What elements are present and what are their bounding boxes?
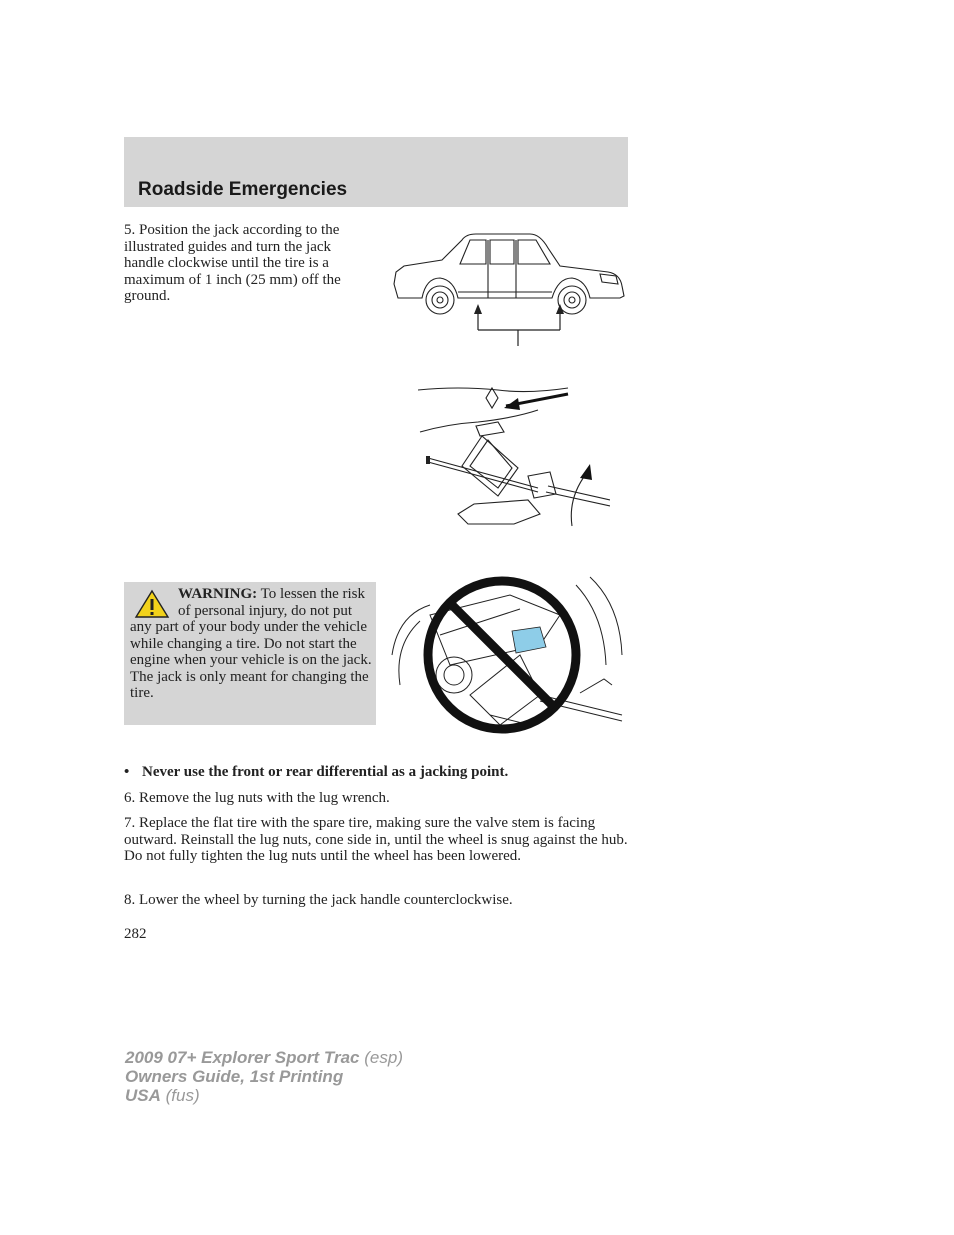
footer-model: 2009 07+ Explorer Sport Trac (125, 1048, 360, 1067)
step-8-text: 8. Lower the wheel by turning the jack handle counterclockwise. (124, 892, 513, 908)
warning-content (130, 586, 372, 702)
warning-triangle-icon (134, 589, 170, 619)
section-title: Roadside Emergencies (138, 179, 348, 200)
scissor-jack-figure (418, 328, 610, 533)
warning-box (124, 582, 376, 725)
warning-label: WARNING: (178, 586, 258, 602)
document-footer (125, 1048, 403, 1105)
bullet-differential-warning (124, 764, 628, 781)
page-number: 282 (124, 926, 147, 942)
no-differential-jacking-figure (390, 575, 624, 735)
footer-market-code: (fus) (165, 1086, 200, 1105)
bullet-dot: • (124, 764, 130, 780)
footer-model-code: (esp) (364, 1048, 403, 1067)
footer-edition: Owners Guide, 1st Printing (125, 1067, 344, 1086)
section-header (124, 137, 628, 207)
bullet-text: Never use the front or rear differential as a jacking point. (142, 764, 509, 780)
footer-market: USA (125, 1086, 161, 1105)
warning-body: To lessen the risk of personal injury, do not put any part of your body under the vehicle while changing a tire. Do not start the engine when your vehicle is on the jack. The jack is only meant for changing the tire. (130, 586, 372, 701)
step-7-text: 7. Replace the flat tire with the spare tire, making sure the valve stem is facing outward. Reinstall the lug nuts, cone side in, until the wheel is snug against the hub. Do not fully tighten the lug nuts until the wheel has been lowered. (124, 815, 628, 864)
step-5-text: 5. Position the jack according to the illustrated guides and turn the jack handle clockwise until the tire is a maximum of 1 inch (25 mm) off the ground. (124, 222, 341, 304)
step-6-text: 6. Remove the lug nuts with the lug wrench. (124, 790, 390, 806)
